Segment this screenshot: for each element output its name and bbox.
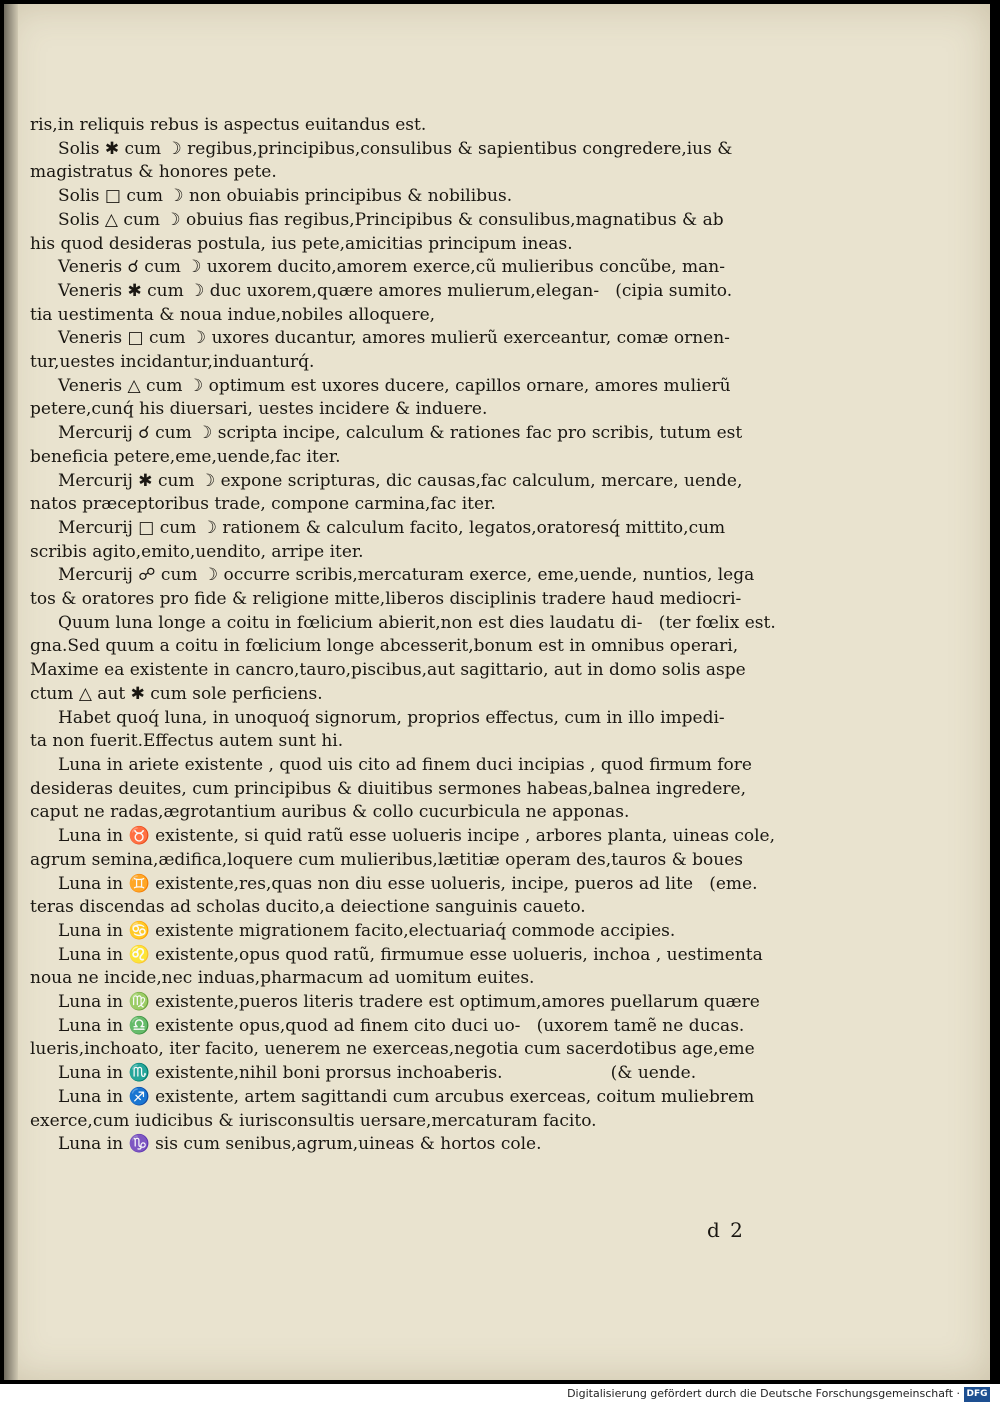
text-line: Mercurij ✱ cum ☽ expone scripturas, dic causas,fac calculum, mercare, uende, bbox=[58, 470, 743, 491]
signature-mark: d 2 bbox=[707, 1218, 745, 1242]
text-line: desideras deuites, cum principibus & diuitibus sermones habeas,balnea ingredere, bbox=[30, 778, 746, 799]
text-line: Luna in ♌ existente,opus quod ratũ, firmumue esse uolueris, inchoa , uestimenta bbox=[58, 944, 763, 965]
text-line: caput ne radas,ægrotantium auribus & collo cucurbicula ne apponas. bbox=[30, 802, 630, 823]
page-text-block bbox=[30, 114, 860, 1157]
text-line: Solis △ cum ☽ obuius fias regibus,Principibus & consulibus,magnatibus & ab bbox=[58, 209, 724, 230]
text-line: Luna in ♑ sis cum senibus,agrum,uineas & hortos cole. bbox=[58, 1134, 542, 1155]
text-line: Mercurij ☌ cum ☽ scripta incipe, calculum & rationes fac pro scribis, tutum est bbox=[58, 423, 743, 444]
text-line: Mercurij □ cum ☽ rationem & calculum facito, legatos,oratoresq́ mittito,cum bbox=[58, 517, 726, 538]
text-line: Maxime ea existente in cancro,tauro,piscibus,aut sagittario, aut in domo solis aspe bbox=[30, 660, 746, 681]
text-line: tos & oratores pro fide & religione mitte,liberos disciplinis tradere haud mediocri- bbox=[30, 589, 742, 610]
text-line: Quum luna longe a coitu in fœlicium abierit,non est dies laudatu di- (ter fœlix est. bbox=[58, 612, 776, 633]
text-line: Veneris ✱ cum ☽ duc uxorem,quære amores mulierum,elegan- (cipia sumito. bbox=[58, 280, 733, 301]
text-line: scribis agito,emito,uendito, arripe iter. bbox=[30, 541, 364, 562]
text-line: noua ne incide,nec induas,pharmacum ad uomitum euites. bbox=[30, 968, 535, 989]
text-line: gna.Sed quum a coitu in fœlicium longe abcesserit,bonum est in omnibus operari, bbox=[30, 636, 739, 657]
text-line: Luna in ariete existente , quod uis cito ad finem duci incipias , quod firmum fore bbox=[58, 754, 752, 775]
text-line: Luna in ♉ existente, si quid ratũ esse uolueris incipe , arbores planta, uineas cole, bbox=[58, 826, 775, 847]
text-line: ta non fuerit.Effectus autem sunt hi. bbox=[30, 731, 344, 752]
text-line: teras discendas ad scholas ducito,a deiectione sanguinis caueto. bbox=[30, 897, 586, 918]
text-line: Habet quoq́ luna, in unoquoq́ signorum, proprios effectus, cum in illo impedi- bbox=[58, 707, 725, 728]
text-line: Luna in ♋ existente migrationem facito,electuariaq́ commode accipies. bbox=[58, 920, 676, 941]
text-line: beneficia petere,eme,uende,fac iter. bbox=[30, 446, 341, 467]
text-line: lueris,inchoato, iter facito, uenerem ne exerceas,negotia cum sacerdotibus age,eme bbox=[30, 1039, 755, 1060]
text-line: Veneris ☌ cum ☽ uxorem ducito,amorem exerce,cũ mulieribus concũbe, man- bbox=[58, 257, 725, 278]
footer-credit: Digitalisierung gefördert durch die Deutsche Forschungsgemeinschaft · bbox=[567, 1387, 960, 1400]
text-line: petere,cunq́ his diuersari, uestes incidere & induere. bbox=[30, 399, 488, 420]
text-line: Luna in ♍ existente,pueros literis tradere est optimum,amores puellarum quære bbox=[58, 992, 760, 1013]
text-line: exerce,cum iudicibus & iurisconsultis uersare,mercaturam facito. bbox=[30, 1110, 597, 1131]
text-line: ctum △ aut ✱ cum sole perficiens. bbox=[30, 683, 323, 704]
text-line: Luna in ♊ existente,res,quas non diu esse uolueris, incipe, pueros ad lite (eme. bbox=[58, 873, 758, 894]
text-line: Solis ✱ cum ☽ regibus,principibus,consulibus & sapientibus congredere,ius & bbox=[58, 138, 733, 159]
page-binding-edge bbox=[4, 4, 18, 1380]
text-line: Luna in ♏ existente,nihil boni prorsus inchoaberis. (& uende. bbox=[58, 1063, 697, 1084]
text-line: natos præceptoribus trade, compone carmina,fac iter. bbox=[30, 494, 496, 515]
text-line: Veneris △ cum ☽ optimum est uxores ducere, capillos ornare, amores mulierũ bbox=[58, 375, 731, 396]
text-line: tur,uestes incidantur,induanturq́. bbox=[30, 352, 315, 373]
text-line: his quod desideras postula, ius pete,amicitias principum ineas. bbox=[30, 233, 573, 254]
text-line: magistratus & honores pete. bbox=[30, 162, 277, 183]
text-line: Luna in ♐ existente, artem sagittandi cum arcubus exerceas, coitum muliebrem bbox=[58, 1086, 755, 1107]
text-line: Luna in ♎ existente opus,quod ad finem cito duci uo- (uxorem tamẽ ne ducas. bbox=[58, 1015, 745, 1036]
digitization-footer bbox=[0, 1384, 1000, 1406]
text-line: agrum semina,ædifica,loquere cum mulieribus,lætitiæ operam des,tauros & boues bbox=[30, 849, 743, 870]
text-line: Solis □ cum ☽ non obuiabis principibus & nobilibus. bbox=[58, 186, 513, 207]
text-line: ris,in reliquis rebus is aspectus euitandus est. bbox=[30, 115, 427, 135]
text-line: tia uestimenta & noua indue,nobiles alloquere, bbox=[30, 304, 436, 325]
text-line: Veneris □ cum ☽ uxores ducantur, amores mulierũ exerceantur, comæ ornen- bbox=[58, 328, 730, 349]
dfg-logo: DFG bbox=[964, 1387, 990, 1402]
text-line: Mercurij ☍ cum ☽ occurre scribis,mercaturam exerce, eme,uende, nuntios, lega bbox=[58, 565, 755, 586]
